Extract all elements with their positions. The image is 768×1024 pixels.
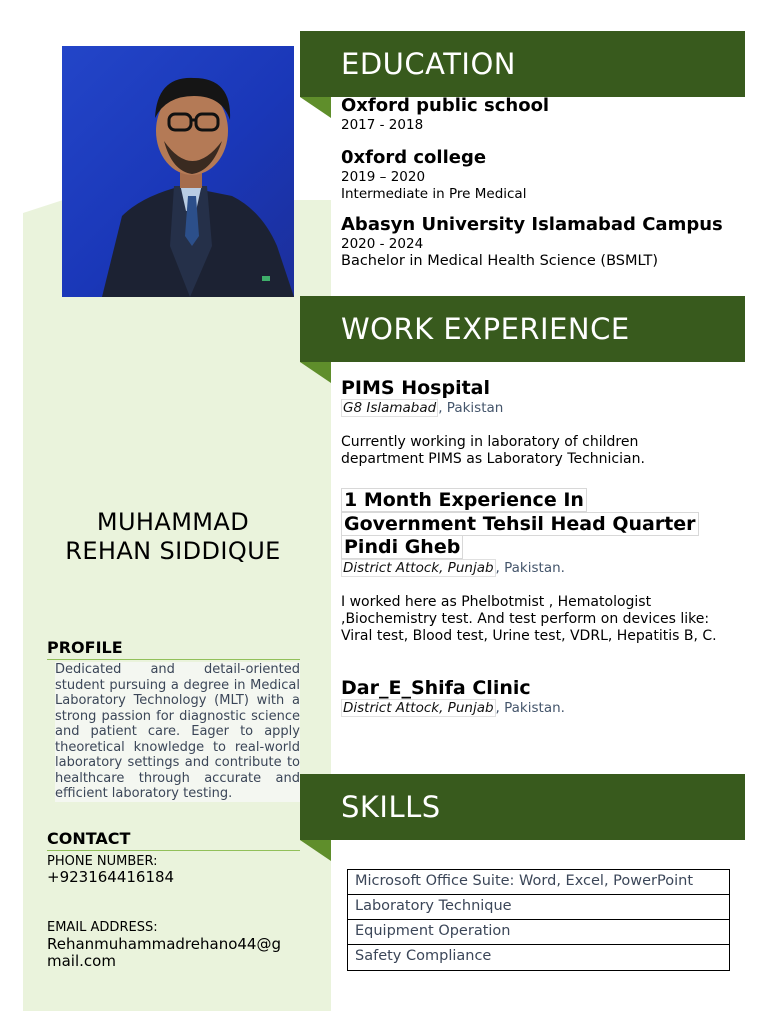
work-description: Currently working in laboratory of children department PIMS as Laboratory Technician.: [341, 434, 645, 467]
education-item: [341, 147, 741, 203]
skills-heading: SKILLS: [300, 774, 745, 840]
work-title: PIMS Hospital: [341, 377, 490, 399]
work-heading: WORK EXPERIENCE: [300, 296, 745, 362]
work-item: [341, 676, 741, 717]
name-line-1: MUHAMMAD: [96, 508, 250, 536]
skill-item: Microsoft Office Suite: Word, Excel, PowerPoint: [348, 870, 729, 895]
education-title: 0xford college: [341, 147, 487, 168]
work-title: [341, 489, 741, 560]
contact-heading: CONTACT: [47, 829, 300, 851]
education-item: [341, 95, 741, 134]
phone-number: +923164416184: [47, 868, 175, 886]
person-name: [45, 508, 301, 566]
education-title: Oxford public school: [341, 95, 550, 116]
work-description: I worked here as Phelbotmist , Hematologist ,Biochemistry test. And test perform on devices like: Viral test, Blood test, Urine test, VDRL, Hepatitis B, C.: [341, 593, 717, 644]
profile-heading: PROFILE: [47, 638, 300, 660]
skills-table: [347, 869, 730, 971]
work-location-city: G8 Islamabad: [343, 400, 437, 416]
work-item: [341, 489, 741, 645]
education-detail: Intermediate in Pre Medical: [341, 186, 527, 202]
education-title: Abasyn University Islamabad Campus: [341, 214, 723, 235]
education-detail: Bachelor in Medical Health Science (BSMLT): [341, 253, 659, 269]
profile-photo: [62, 46, 294, 297]
profile-text: Dedicated and detail-oriented student pursuing a degree in Medical Laboratory Technology (MLT) with a strong passion for diagnostic science and patient care. Eager to apply theoretical knowledge to real-world laboratory settings and contribute to healthcare through accurate and efficient laboratory testing.: [55, 662, 300, 801]
work-title-line: Pindi Gheb: [341, 535, 463, 559]
work-location-city: District Attock, Punjab: [343, 700, 494, 716]
name-line-2: REHAN SIDDIQUE: [65, 537, 281, 565]
work-location: [341, 400, 741, 417]
skill-item: Laboratory Technique: [348, 895, 729, 920]
skill-item: Equipment Operation: [348, 920, 729, 945]
work-title-line: Government Tehsil Head Quarter: [341, 512, 699, 536]
sidebar-background: [23, 200, 331, 1011]
education-years: 2017 - 2018: [341, 117, 424, 133]
education-fold: [300, 97, 331, 118]
work-location-country: , Pakistan.: [495, 559, 565, 576]
work-location-country: , Pakistan.: [495, 700, 565, 716]
education-years: 2020 - 2024: [341, 236, 424, 252]
work-location: [341, 700, 741, 717]
work-location: [341, 560, 741, 577]
work-title: Dar_E_Shifa Clinic: [341, 677, 531, 699]
education-heading: EDUCATION: [300, 31, 745, 97]
phone-label: PHONE NUMBER:: [47, 854, 158, 869]
email-address: Rehanmuhammadrehano44@gmail.com: [47, 935, 281, 970]
work-item: [341, 376, 741, 468]
work-location-city: District Attock, Punjab: [343, 559, 494, 576]
work-location-country: , Pakistan: [438, 400, 504, 416]
skill-item: Safety Compliance: [355, 948, 492, 964]
work-title-line: 1 Month Experience In: [341, 488, 587, 512]
education-years: 2019 – 2020: [341, 169, 426, 185]
education-item: [341, 214, 751, 270]
email-label: EMAIL ADDRESS:: [47, 920, 158, 935]
